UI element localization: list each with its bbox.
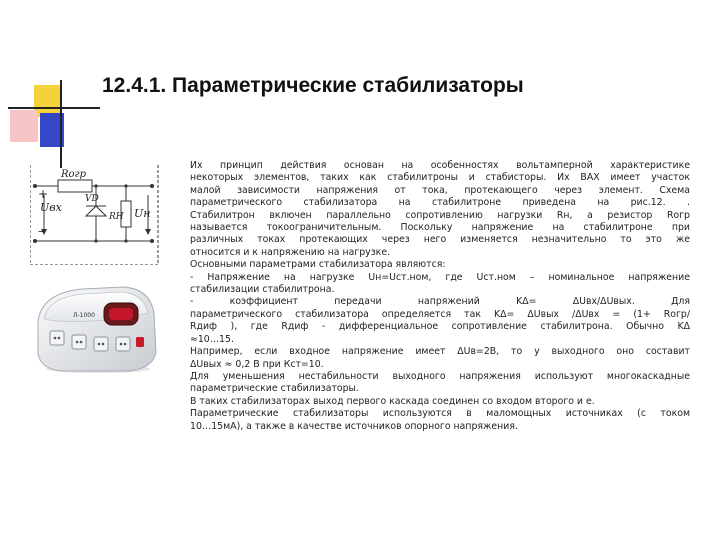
decor-vertical-line [60,80,62,168]
terminal-in-plus [33,184,37,188]
text-line: ≈10…15. [190,333,234,345]
decor-horizontal-line [8,107,100,109]
text-line: стабилизации стабилитрона. [190,284,335,296]
socket-3 [94,337,108,351]
text-line: Их принцип действия основан на особенностях вольтамперной характеристике [190,160,690,171]
label-rogr: Rогр [61,169,87,180]
text-line: различных токах протекающих через него изменяется незначительно то это же [190,234,690,246]
slide-title: 12.4.1. Параметрические стабилизаторы [102,74,524,97]
text-line: 10…15мА), а также в качестве источников опорного напряжения. [190,420,518,432]
text-line: Rдиф ), где Rдиф - дифференциальное сопротивление стабилитрона. Обычно KΔ [190,321,690,333]
text-line: Основными параметрами стабилизатора являются: [190,259,446,271]
voltage-stabilizer-image [32,283,162,375]
text-line: параметрические стабилизаторы. [190,383,359,395]
text-line: называется токоограничительным. Поскольку напряжение на стабилитроне при [190,222,690,234]
socket-1 [50,331,64,345]
label-minus: – [38,224,44,238]
label-vd: VD [85,194,99,204]
resistor-rogr [58,180,92,192]
junction-bottom-diode [94,239,97,242]
junction-bottom-rn [124,239,127,242]
text-line: параметрического стабилизатора на стабилитроне приведена на рис.12. . [190,197,690,209]
label-uin: Uвх [40,201,62,214]
label-plus: + [38,187,49,201]
text-line: - коэффициент передачи напряжений KΔ= ΔUвх/ΔUвых. Для [190,296,690,308]
socket-4 [116,337,130,351]
text-line: ΔUвых ≈ 0,2 В при Кст=10. [190,358,324,370]
text-line: Стабилитрон включен параллельно сопротивлению нагрузки Rн, а резистор Rогр [190,209,690,221]
terminal-out-plus [150,184,154,188]
text-line: малой зависимости напряжения от тока, протекающего через элемент. Схема [190,184,690,196]
socket-2 [72,335,86,349]
zener-diode-triangle [86,206,106,216]
text-line: - Напряжение на нагрузке Uн=Uст.ном, где Uст.ном – номинальное напряжение [190,271,690,283]
text-line: В таких стабилизаторах выход первого каскада соединен со входом второго и е. [190,395,595,407]
body-text [190,160,690,433]
text-line: Для уменьшения нестабильности выходного напряжения используют многокаскадные [190,370,690,382]
stabilizer-circuit-diagram [30,165,180,265]
label-rn: RН [109,212,124,222]
model-label: Л-1000 [73,312,95,319]
text-line: относится и к напряжению на нагрузке. [190,246,391,258]
terminal-out-minus [150,239,154,243]
decor-pink-square [10,110,38,142]
arrow-uout-head [145,229,151,235]
text-line: параметрического стабилизатора определяется так KΔ= ΔUвых /ΔUвх = (1+ Rогр/ [190,308,690,320]
power-switch [136,337,144,347]
led-display [109,308,133,320]
text-line: Например, если входное напряжение имеет ΔUв=2В, то у выходного оно составит [190,346,690,358]
text-line: Параметрические стабилизаторы используются в маломощных источниках (с током [190,408,690,420]
label-uout: Uн [134,207,151,220]
junction-top-diode [94,184,97,187]
junction-top-rn [124,184,127,187]
text-line: некоторых элементов, таких как стабилитроны и стабисторы. Их ВАХ имеет участок [190,172,690,184]
terminal-in-minus [33,239,37,243]
